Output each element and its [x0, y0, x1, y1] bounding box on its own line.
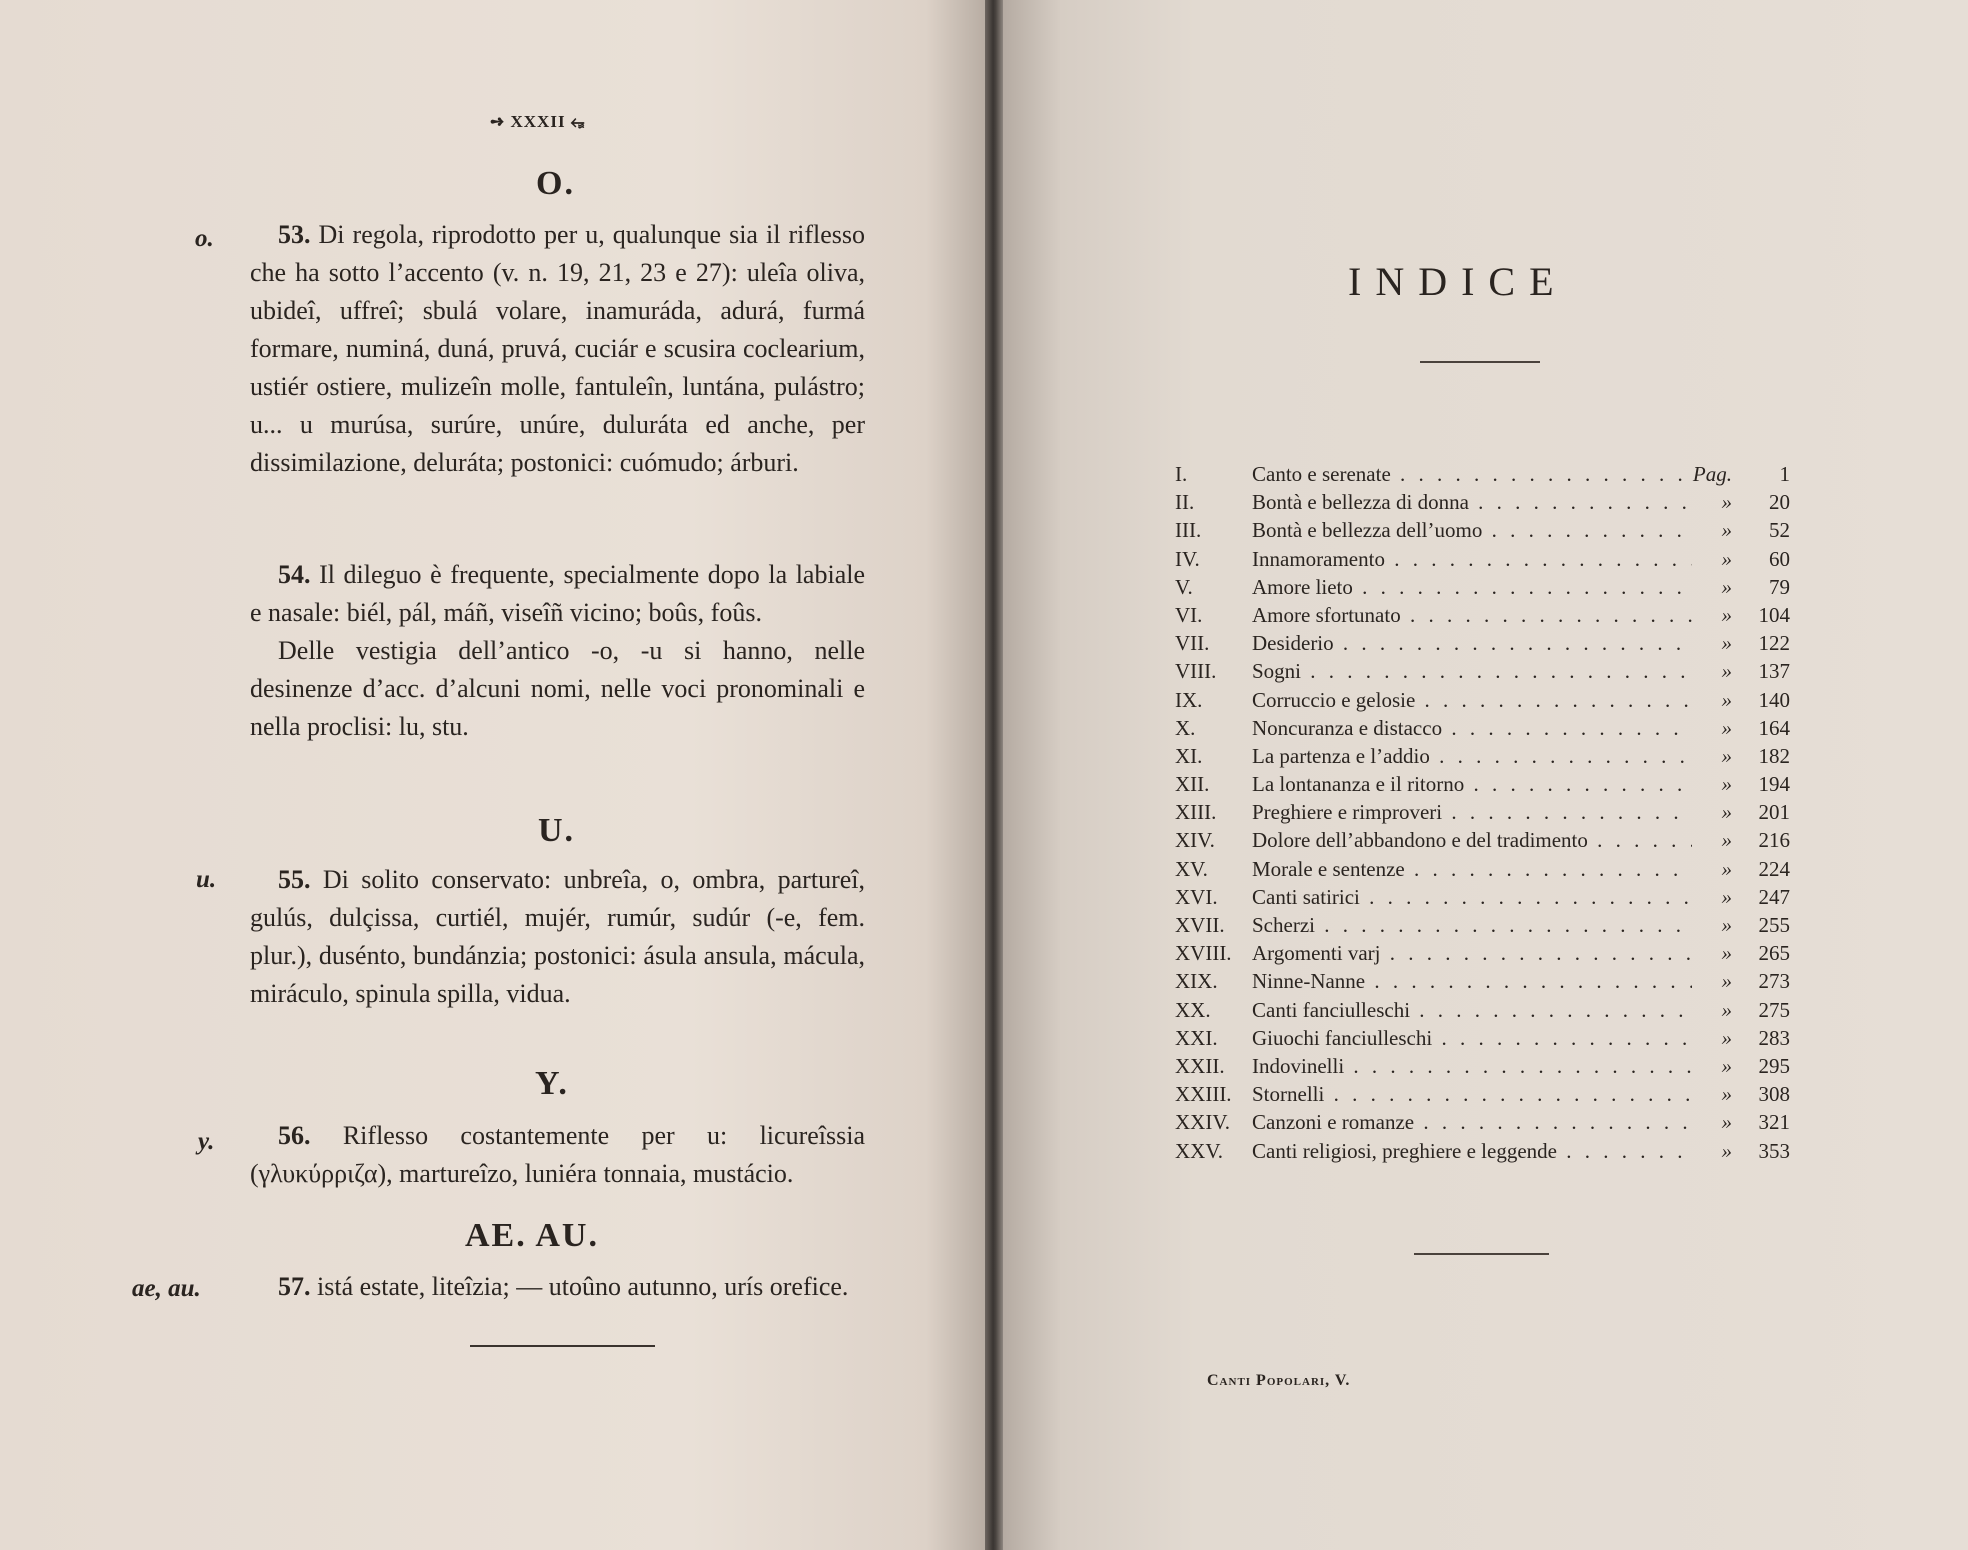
toc-ditto-mark: »: [1721, 800, 1732, 825]
toc-ditto-mark: »: [1721, 828, 1732, 853]
toc-chapter-number: XV.: [1175, 856, 1208, 881]
paragraph-number: 56.: [278, 1121, 311, 1150]
toc-chapter-number: IV.: [1175, 546, 1200, 571]
toc-ditto-mark: »: [1721, 913, 1732, 937]
toc-chapter-title: Canti satirici . . .: [1252, 883, 1692, 911]
toc-chapter-number: XXV.: [1175, 1138, 1224, 1163]
paragraph-54: [250, 556, 865, 746]
toc-chapter-number: XXIV.: [1175, 1110, 1231, 1135]
toc-page-number: 20: [1769, 490, 1790, 515]
toc-row: [1175, 545, 1790, 573]
toc-chapter-title: Morale e sentenze . . .: [1252, 855, 1692, 883]
toc-chapter-title: Desiderio . . .: [1252, 629, 1692, 657]
toc-chapter-number: XIV.: [1175, 828, 1215, 853]
section-heading-ae-au: AE. AU.: [465, 1217, 599, 1254]
paragraph-text: istá estate, liteîzia; — utoûno autunno, urís orefice.: [310, 1272, 849, 1301]
toc-page-number: 140: [1758, 687, 1790, 712]
toc-row: [1175, 967, 1790, 995]
paragraph-number: 53.: [278, 220, 311, 249]
toc-page-number: 283: [1758, 1025, 1790, 1050]
toc-chapter-number: XII.: [1175, 772, 1210, 797]
running-head: ➺ XXXII ⭂: [490, 112, 586, 131]
section-end-rule: [470, 1345, 655, 1347]
toc-chapter-number: II.: [1175, 490, 1195, 515]
paragraph-57: [250, 1268, 865, 1306]
toc-row: [1175, 798, 1790, 826]
toc-page-number: 137: [1758, 659, 1790, 684]
toc-ditto-mark: »: [1721, 631, 1732, 656]
toc-ditto-mark: »: [1721, 687, 1732, 712]
toc-row: [1175, 686, 1790, 714]
margin-key-o: o.: [195, 225, 214, 252]
toc-row: [1175, 1080, 1790, 1108]
toc-chapter-title: Scherzi . . .: [1252, 911, 1692, 939]
toc-chapter-title: Amore sfortunato . . .: [1252, 601, 1692, 629]
toc-chapter-title: La lontananza e il ritorno . . .: [1252, 770, 1692, 798]
toc-row: [1175, 629, 1790, 657]
toc-page-number: 182: [1758, 743, 1790, 768]
toc-row: [1175, 516, 1790, 544]
margin-key-u: u.: [196, 866, 217, 893]
toc-ditto-mark: »: [1721, 1053, 1732, 1078]
paragraph-text: Di regola, riprodotto per u, qualunque sia il riflesso che ha sotto l’accento (v. n. 19, 21, 23 e 27): uleîa oliva, ubideî, uffreî; sbulá volare, inamuráda, adurá, furmá formare, numiná, duná, pruvá, cuciár e scusira coclearium, ustiér ostiere, mulizeîn molle, fantuleîn, luntána, pulástro; u... u murúsa, surúre, unúre, duluráta ed anche, per dissimilazione, deluráta; postonici: cuómudo; árburi.: [250, 220, 865, 477]
toc-page-number: 1: [1779, 462, 1790, 486]
index-title: INDICE: [1348, 259, 1568, 304]
toc-row: [1175, 573, 1790, 601]
toc-chapter-title: Canzoni e romanze . . .: [1252, 1108, 1692, 1136]
title-rule: [1420, 361, 1540, 363]
toc-row: [1175, 742, 1790, 770]
toc-chapter-number: XIII.: [1175, 800, 1217, 825]
toc-chapter-title: Indovinelli . . .: [1252, 1052, 1692, 1080]
toc-chapter-number: III.: [1175, 518, 1202, 543]
toc-chapter-title: Canti religiosi, preghiere e leggende . . .: [1252, 1137, 1692, 1165]
toc-ditto-mark: »: [1721, 969, 1732, 994]
toc-page-number: 164: [1758, 715, 1790, 740]
toc-chapter-title: Stornelli . . .: [1252, 1080, 1692, 1108]
toc-chapter-number: VIII.: [1175, 659, 1217, 684]
toc-row: [1175, 939, 1790, 967]
paragraph-53: [250, 216, 865, 482]
toc-page-number: 122: [1758, 631, 1790, 656]
toc-chapter-number: XIX.: [1175, 969, 1218, 994]
toc-chapter-number: IX.: [1175, 687, 1203, 712]
toc-ditto-mark: »: [1721, 546, 1732, 571]
toc-chapter-title: Noncuranza e distacco . . .: [1252, 714, 1692, 742]
paragraph-text: Di solito conservato: unbreîa, o, ombra, partureî, gulús, dulçissa, curtiél, mujér, rumúr, sudúr (-e, fem. plur.), dusénto, bundánzia; postonici: ásula ansula, mácula, miráculo, spinula spilla, vidua.: [250, 865, 865, 1008]
toc-pag-label: Pag.: [1692, 462, 1732, 486]
toc-page-number: 194: [1758, 772, 1790, 797]
toc-chapter-title: Ninne-Nanne . . .: [1252, 967, 1692, 995]
toc-row: [1175, 657, 1790, 685]
toc-row: [1175, 1137, 1790, 1165]
toc-chapter-title: Sogni . . .: [1252, 657, 1692, 685]
toc-page-number: 255: [1758, 913, 1790, 937]
toc-page-number: 201: [1758, 800, 1790, 825]
toc-chapter-number: XX.: [1175, 997, 1211, 1022]
signature-line: Canti Popolari, V.: [1207, 1372, 1351, 1389]
toc-row: [1175, 1024, 1790, 1052]
toc-ditto-mark: »: [1721, 490, 1732, 515]
toc-ditto-mark: »: [1721, 772, 1732, 797]
toc-chapter-number: XVII.: [1175, 913, 1225, 937]
toc-row: [1175, 883, 1790, 911]
toc-end-rule: [1414, 1253, 1549, 1255]
toc-page-number: 247: [1758, 884, 1790, 909]
toc-chapter-title: Bontà e bellezza dell’uomo . . .: [1252, 516, 1692, 544]
section-heading-y: Y.: [535, 1065, 569, 1102]
paragraph-text: Riflesso costantemente per u: licureîssia (γλυκύρριζα), martureîzo, luniéra tonnaia, mustácio.: [250, 1121, 865, 1188]
section-heading-u: U.: [538, 812, 576, 849]
toc-chapter-number: XVI.: [1175, 884, 1218, 909]
toc-chapter-title: Giuochi fanciulleschi . . .: [1252, 1024, 1692, 1052]
margin-key-ae-au: ae, au.: [132, 1275, 201, 1302]
toc-chapter-number: XVIII.: [1175, 941, 1232, 966]
toc-chapter-title: Canto e serenate . . .: [1252, 460, 1692, 488]
toc-row: [1175, 601, 1790, 629]
toc-ditto-mark: »: [1721, 1138, 1732, 1163]
paragraph-text: Delle vestigia dell’antico -o, -u si hanno, nelle desinenze d’acc. d’alcuni nomi, nelle voci pronominali e nella proclisi: lu, stu.: [250, 636, 865, 741]
toc-chapter-number: XI.: [1175, 743, 1203, 768]
toc-chapter-title: Bontà e bellezza di donna . . .: [1252, 488, 1692, 516]
toc-ditto-mark: »: [1721, 941, 1732, 966]
toc-ditto-mark: »: [1721, 659, 1732, 684]
toc-page-number: 308: [1758, 1082, 1790, 1107]
toc-chapter-title: Corruccio e gelosie . . .: [1252, 686, 1692, 714]
toc-page-number: 353: [1758, 1138, 1790, 1163]
toc-row: [1175, 714, 1790, 742]
toc-row: [1175, 460, 1790, 488]
toc-page-number: 104: [1758, 602, 1790, 627]
toc-ditto-mark: »: [1721, 997, 1732, 1022]
toc-chapter-title: Innamoramento . . .: [1252, 545, 1692, 573]
paragraph-56: [250, 1117, 865, 1193]
toc-page-number: 265: [1758, 941, 1790, 966]
toc-ditto-mark: »: [1721, 1082, 1732, 1107]
table-of-contents: [1175, 460, 1790, 1165]
toc-page-number: 52: [1769, 518, 1790, 543]
toc-ditto-mark: »: [1721, 518, 1732, 543]
paragraph-number: 54.: [278, 560, 311, 589]
toc-page-number: 321: [1758, 1110, 1790, 1135]
toc-chapter-title: Dolore dell’abbandono e del tradimento . . .: [1252, 826, 1692, 854]
toc-chapter-number: VII.: [1175, 631, 1210, 656]
book-gutter: [985, 0, 1003, 1550]
toc-row: [1175, 770, 1790, 798]
toc-page-number: 295: [1758, 1053, 1790, 1078]
toc-chapter-number: XXII.: [1175, 1053, 1225, 1078]
toc-chapter-title: Argomenti varj . . .: [1252, 939, 1692, 967]
paragraph-number: 55.: [278, 865, 311, 894]
toc-row: [1175, 488, 1790, 516]
toc-ditto-mark: »: [1721, 856, 1732, 881]
toc-chapter-number: XXIII.: [1175, 1082, 1232, 1107]
toc-row: [1175, 1108, 1790, 1136]
toc-row: [1175, 1052, 1790, 1080]
toc-row: [1175, 996, 1790, 1024]
toc-chapter-title: Canti fanciulleschi . . .: [1252, 996, 1692, 1024]
toc-chapter-title: Amore lieto . . .: [1252, 573, 1692, 601]
toc-chapter-number: X.: [1175, 715, 1196, 740]
paragraph-55: [250, 861, 865, 1013]
toc-ditto-mark: »: [1721, 574, 1732, 599]
paragraph-text: Il dileguo è frequente, specialmente dopo la labiale e nasale: biél, pál, máñ, viseîñ vicino; boûs, foûs.: [250, 560, 865, 627]
section-heading-o: O.: [536, 165, 575, 202]
toc-chapter-number: VI.: [1175, 602, 1203, 627]
toc-chapter-number: XXI.: [1175, 1025, 1218, 1050]
toc-page-number: 273: [1758, 969, 1790, 994]
toc-ditto-mark: »: [1721, 884, 1732, 909]
toc-row: [1175, 911, 1790, 939]
toc-page-number: 275: [1758, 997, 1790, 1022]
paragraph-number: 57.: [278, 1272, 311, 1301]
toc-chapter-number: I.: [1175, 462, 1188, 486]
toc-page-number: 216: [1758, 828, 1790, 853]
toc-page-number: 60: [1769, 546, 1790, 571]
toc-chapter-title: Preghiere e rimproveri . . .: [1252, 798, 1692, 826]
toc-page-number: 79: [1769, 574, 1790, 599]
toc-page-number: 224: [1758, 856, 1790, 881]
toc-ditto-mark: »: [1721, 1025, 1732, 1050]
toc-ditto-mark: »: [1721, 602, 1732, 627]
margin-key-y: y.: [198, 1128, 215, 1155]
toc-ditto-mark: »: [1721, 715, 1732, 740]
toc-row: [1175, 855, 1790, 883]
toc-row: [1175, 826, 1790, 854]
toc-chapter-number: V.: [1175, 574, 1193, 599]
toc-ditto-mark: »: [1721, 743, 1732, 768]
toc-chapter-title: La partenza e l’addio . . .: [1252, 742, 1692, 770]
toc-ditto-mark: »: [1721, 1110, 1732, 1135]
